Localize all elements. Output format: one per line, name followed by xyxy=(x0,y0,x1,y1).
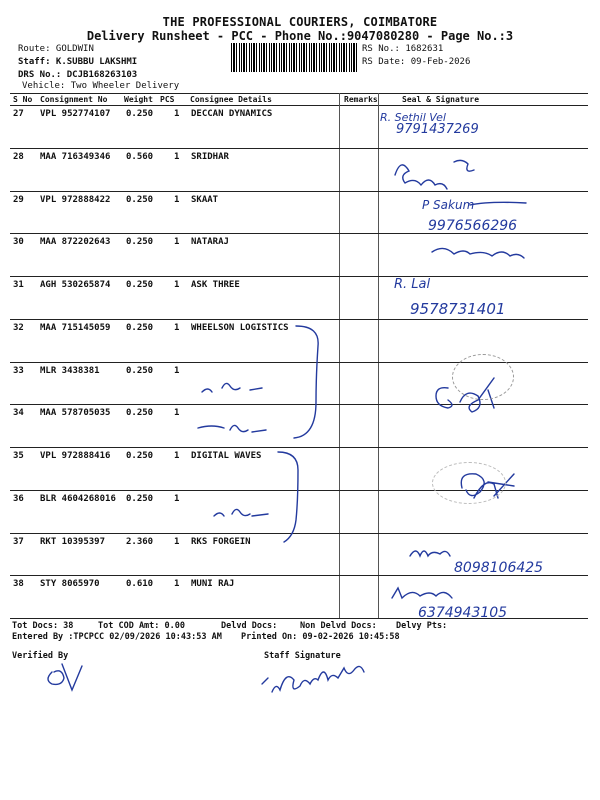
runsheet-title: Delivery Runsheet - PCC - Phone No.:9047080280 - Page No.:3 xyxy=(86,29,514,43)
row-weight: 0.250 xyxy=(126,194,154,205)
row-sno: 27 xyxy=(13,109,24,119)
drs-number: DRS No.: DCJB168263103 xyxy=(18,70,138,80)
col-sno: S No xyxy=(13,95,33,104)
row-consignee: SKAAT xyxy=(191,194,219,205)
row-pcs: 1 xyxy=(174,322,180,333)
row30-signature xyxy=(432,248,524,258)
row-sno: 28 xyxy=(13,151,24,162)
row-pcs: 1 xyxy=(174,151,180,162)
row-consignment: AGH 530265874 xyxy=(40,280,111,290)
row-pcs: 1 xyxy=(174,536,180,547)
row37-phone: 8098106425 xyxy=(454,560,544,576)
delvy-pts: Delvy Pts: xyxy=(396,621,448,631)
row-consignee: SRIDHAR xyxy=(191,151,229,162)
row-sno: 38 xyxy=(13,579,24,590)
delvd-docs: Delvd Docs: xyxy=(221,621,278,631)
bracket-35-36 xyxy=(278,452,298,542)
row-sno: 29 xyxy=(13,194,24,205)
row-sno: 36 xyxy=(13,493,24,504)
row-weight: 0.250 xyxy=(126,451,154,461)
entered-by: Entered By :TPCPCC 02/09/2026 10:43:53 AM xyxy=(12,632,222,642)
row-weight: 0.250 xyxy=(126,109,154,119)
tot-cod: Tot COD Amt: 0.00 xyxy=(98,621,185,631)
row-pcs: 1 xyxy=(174,194,180,205)
row-weight: 0.250 xyxy=(126,322,154,333)
row-sno: 35 xyxy=(13,451,24,461)
row-weight: 0.250 xyxy=(126,237,154,248)
row34-signature xyxy=(198,425,266,432)
row-consignee: MUNI RAJ xyxy=(191,579,235,590)
row-consignment: STY 8065970 xyxy=(40,579,100,590)
row-weight: 0.250 xyxy=(126,493,154,504)
col-weight: Weight xyxy=(124,95,153,104)
rs-date: RS Date: 09-Feb-2026 xyxy=(362,57,471,67)
row-weight: 0.250 xyxy=(126,365,154,376)
verified-initials xyxy=(48,664,82,690)
row-sno: 37 xyxy=(13,536,24,547)
staff-signature-ink xyxy=(262,666,364,692)
row-sno: 34 xyxy=(13,408,24,419)
row-pcs: 1 xyxy=(174,365,180,376)
row31-name: R. Lal xyxy=(394,277,431,292)
row-weight: 0.610 xyxy=(126,579,154,590)
row27-phone: 9791437269 xyxy=(396,122,479,137)
col-consignee: Consignee Details xyxy=(190,95,272,104)
row-consignment: MAA 716349346 xyxy=(40,151,111,162)
row29-phone: 9976566296 xyxy=(428,218,518,234)
row36-signature xyxy=(214,509,268,516)
row28-signature xyxy=(395,160,474,189)
row-weight: 0.560 xyxy=(126,151,154,162)
row-consignment: VPL 952774107 xyxy=(40,109,111,119)
row-consignee: NATARAJ xyxy=(191,237,229,248)
row-consignment: RKT 10395397 xyxy=(40,536,106,547)
col-pcs: PCS xyxy=(160,95,175,104)
row-weight: 0.250 xyxy=(126,280,154,290)
row37-signature xyxy=(410,551,450,556)
row-consignment: MAA 872202643 xyxy=(40,237,111,248)
row-consignee: DECCAN DYNAMICS xyxy=(191,109,273,119)
col-seal: Seal & Signature xyxy=(402,95,480,104)
row-consignee: WHEELSON LOGISTICS xyxy=(191,322,289,333)
verified-by: Verified By xyxy=(12,651,69,661)
row-consignment: VPL 972888422 xyxy=(40,194,111,205)
printed-on: Printed On: 09-02-2026 10:45:58 xyxy=(241,632,400,642)
row-consignment: BLR 4604268016 xyxy=(40,493,116,504)
col-remarks: Remarks xyxy=(344,95,378,104)
vehicle-label: Vehicle: Two Wheeler Delivery xyxy=(22,81,180,91)
row-consignee: ASK THREE xyxy=(191,280,240,290)
row27-name: R. Sethil Vel xyxy=(380,111,446,124)
route-label: Route: GOLDWIN xyxy=(18,44,94,54)
row-consignee: DIGITAL WAVES xyxy=(191,451,262,461)
row31-phone: 9578731401 xyxy=(410,300,506,318)
row-consignment: MAA 715145059 xyxy=(40,322,111,333)
company-name: THE PROFESSIONAL COURIERS, COIMBATORE xyxy=(162,15,438,29)
row-weight: 2.360 xyxy=(126,536,154,547)
row-sno: 32 xyxy=(13,322,24,333)
row-pcs: 1 xyxy=(174,451,180,461)
row-pcs: 1 xyxy=(174,408,180,419)
row-pcs: 1 xyxy=(174,280,180,290)
row38-signature xyxy=(392,588,452,598)
tot-docs: Tot Docs: 38 xyxy=(12,621,74,631)
row-sno: 31 xyxy=(13,280,24,290)
row-pcs: 1 xyxy=(174,579,180,590)
row-weight: 0.250 xyxy=(126,408,154,419)
rs-number: RS No.: 1682631 xyxy=(362,44,444,54)
row-pcs: 1 xyxy=(174,109,180,119)
row33-signature xyxy=(202,383,262,392)
row-pcs: 1 xyxy=(174,493,180,504)
row-consignment: MAA 578705035 xyxy=(40,408,111,419)
staff-label: Staff: K.SUBBU LAKSHMI xyxy=(18,57,138,67)
seal-stamp xyxy=(432,462,506,504)
bracket-32-34 xyxy=(294,326,318,438)
row-sno: 33 xyxy=(13,365,24,376)
row-sno: 30 xyxy=(13,237,24,248)
row29-name: P Sakum xyxy=(422,198,475,212)
seal-stamp xyxy=(452,354,514,400)
staff-signature-label: Staff Signature xyxy=(264,651,341,661)
row-consignment: MLR 3438381 xyxy=(40,365,100,376)
row-pcs: 1 xyxy=(174,237,180,248)
row-consignee: RKS FORGEIN xyxy=(191,536,251,547)
non-delvd-docs: Non Delvd Docs: xyxy=(300,621,377,631)
row38-phone: 6374943105 xyxy=(418,605,508,621)
row-consignment: VPL 972888416 xyxy=(40,451,111,461)
col-consignment: Consignment No xyxy=(40,95,108,104)
